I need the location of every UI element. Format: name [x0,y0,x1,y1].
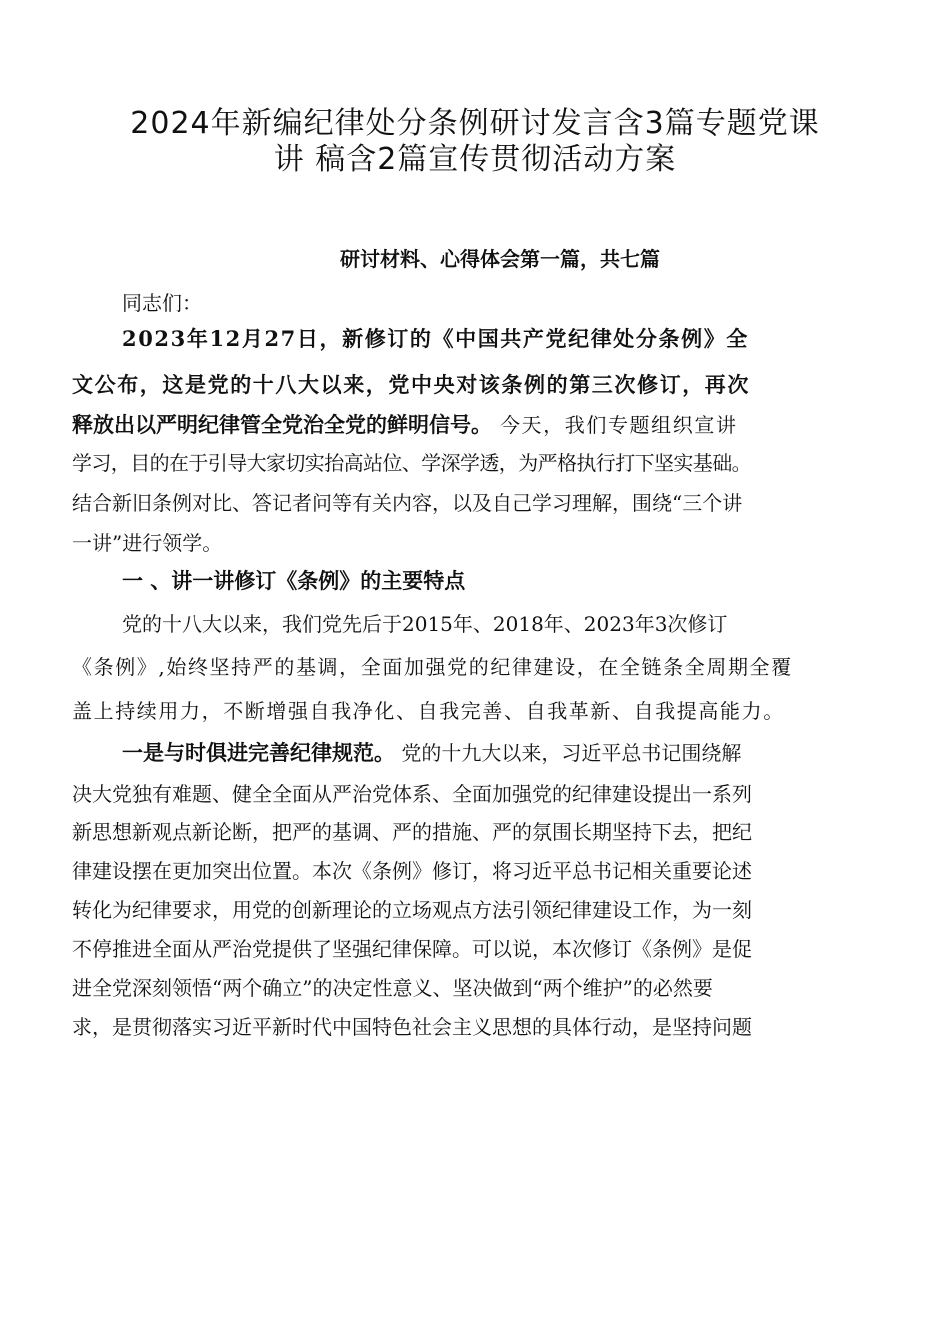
document-title-line-2: 讲 稿含2篇宣传贯彻活动方案 [273,142,677,177]
paragraph-1-line-3-normal: 今天，我们专题组织宣讲 [492,413,738,437]
paragraph-2-line-1: 党的十八大以来，我们党先后于2015年、2018年、2023年3次修订 [122,612,728,636]
paragraph-2-line-3: 盖上持续用力，不断增强自我净化、自我完善、自我革新、自我提高能力。 [72,699,785,723]
paragraph-1-line-5: 结合新旧条例对比、答记者问等有关内容，以及自己学习理解，围绕“三个讲 [72,491,743,515]
paragraph-2-line-2: 《条例》,始终坚持严的基调，全面加强党的纪律建设，在全链条全周期全覆 [72,655,793,679]
paragraph-3-line-6: 不停推进全面从严治党提供了坚强纪律保障。可以说，本次修订《条例》是促 [72,937,752,961]
paragraph-1-line-2: 文公布，这是党的十八大以来，党中央对该条例的第三次修订，再次 [72,372,750,397]
paragraph-1-line-3-bold: 释放出以严明纪律管全党治全党的鲜明信号。 [72,412,492,437]
paragraph-3-line-5: 转化为纪律要求，用党的创新理论的立场观点方法引领纪律建设工作，为一刻 [72,898,752,922]
paragraph-3-line-1-normal: 党的十九大以来，习近平总书记围绕解 [395,741,742,765]
greeting: 同志们： [122,291,202,315]
paragraph-1-line-3 [72,410,738,440]
document-subtitle: 研讨材料、心得体会第一篇，共七篇 [340,247,660,271]
paragraph-1-line-6: 一讲”进行领学。 [72,531,223,555]
paragraph-3-line-1-bold: 一是与时俱进完善纪律规范。 [122,740,395,765]
paragraph-1-line-1: 2023年12月27日，新修订的《中国共产党纪律处分条例》全 [122,326,749,351]
paragraph-3-line-7: 进全党深刻领悟“两个确立”的决定性意义、坚决做到“两个维护”的必然要 [72,976,713,1000]
paragraph-3-line-4: 律建设摆在更加突出位置。本次《条例》修订，将习近平总书记相关重要论述 [72,859,752,883]
section-heading-1: 一 、讲一讲修订《条例》的主要特点 [122,569,466,593]
paragraph-1-line-4: 学习，目的在于引导大家切实抬高站位、学深学透，为严格执行打下坚实基础。 [72,451,751,475]
paragraph-3-line-3: 新思想新观点新论断，把严的基调、严的措施、严的氛围长期坚持下去，把纪 [72,820,752,844]
document-title-line-1: 2024年新编纪律处分条例研讨发言含3篇专题党课 [130,106,820,141]
paragraph-3-line-2: 决大党独有难题、健全全面从严治党体系、全面加强党的纪律建设提出一系列 [72,782,752,806]
paragraph-3-line-1 [122,738,741,768]
paragraph-3-line-8: 求，是贯彻落实习近平新时代中国特色社会主义思想的具体行动，是坚持问题 [72,1015,752,1039]
